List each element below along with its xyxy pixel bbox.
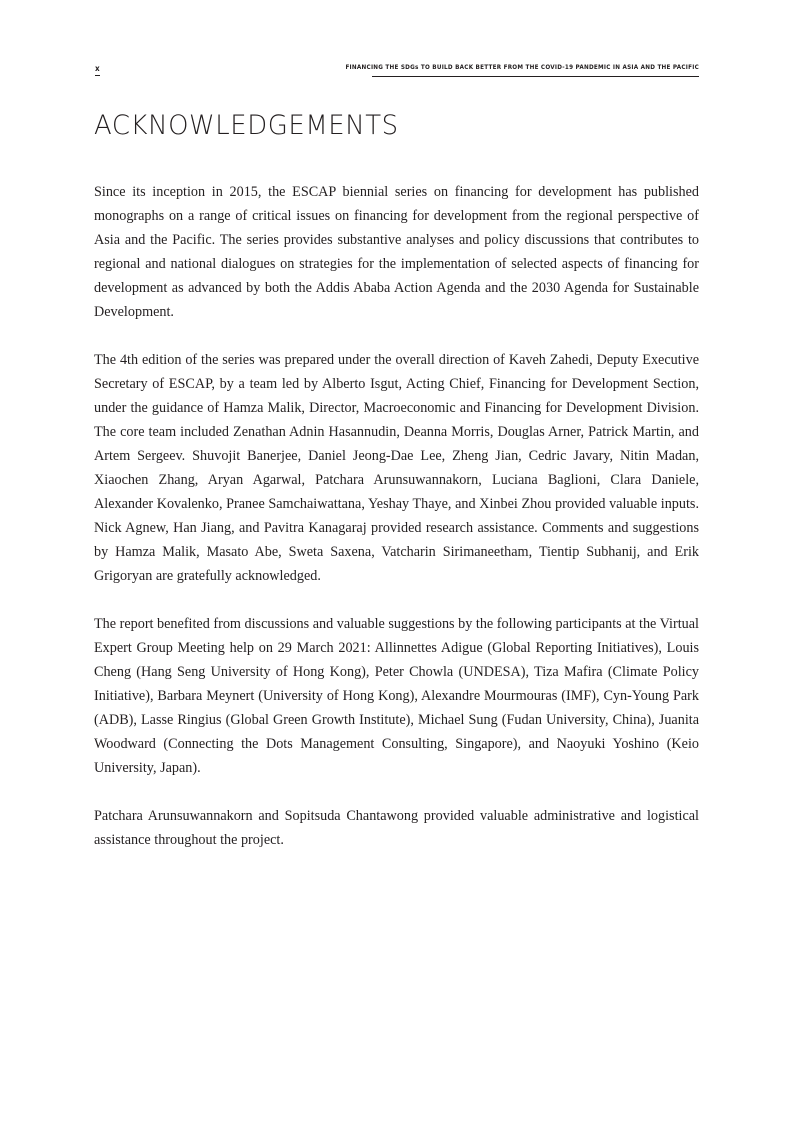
paragraph-participants: The report benefited from discussions and valuable suggestions by the following participants at the Virtual Expert Group Meeting help on 29 March 2021: Allinnettes Adigue (Global Reporting Initiatives), Louis Cheng (Hang Seng University of Hong Kong), Peter Chowla (UNDESA), Tiza Mafira (Climate Policy Initiative), Barbara Meynert (University of Hong Kong), Alexandre Mourmouras (IMF), Cyn-Young Park (ADB), Lasse Ringius (Global Green Growth Institute), Michael Sung (Fudan University, China), Juanita Woodward (Connecting the Dots Management Consulting, Singapore), and Naoyuki Yoshino (Keio University, Japan).: [94, 616, 699, 776]
running-header: FINANCING THE SDGs TO BUILD BACK BETTER FROM THE COVID-19 PANDEMIC IN ASIA AND THE PACIFIC: [345, 64, 699, 71]
paragraph-admin: Patchara Arunsuwannakorn and Sopitsuda Chantawong provided valuable administrative and logistical assistance throughout the project.: [94, 808, 699, 848]
paragraph-intro: Since its inception in 2015, the ESCAP biennial series on financing for development has published monographs on a range of critical issues on financing for development from the regional perspective of Asia and the Pacific. The series provides substantive analyses and policy discussions that contributes to regional and national dialogues on strategies for the implementation of selected aspects of financing for development as advanced by both the Addis Ababa Action Agenda and the 2030 Agenda for Sustainable Development.: [94, 184, 699, 320]
header-rule: [372, 76, 699, 77]
body-text: [94, 180, 699, 876]
page-number: x: [95, 64, 100, 76]
page-title: ACKNOWLEDGEMENTS: [94, 110, 399, 141]
paragraph-team: The 4th edition of the series was prepared under the overall direction of Kaveh Zahedi, Deputy Executive Secretary of ESCAP, by a team led by Alberto Isgut, Acting Chief, Financing for Development Section, under the guidance of Hamza Malik, Director, Macroeconomic and Financing for Development Division. The core team included Zenathan Adnin Hasannudin, Deanna Morris, Douglas Arner, Patrick Martin, and Artem Sergeev. Shuvojit Banerjee, Daniel Jeong-Dae Lee, Zheng Jian, Cedric Javary, Nitin Madan, Xiaochen Zhang, Aryan Agarwal, Patchara Arunsuwannakorn, Luciana Baglioni, Clara Daniele, Alexander Kovalenko, Pranee Samchaiwattana, Yeshay Thaye, and Xinbei Zhou provided valuable inputs. Nick Agnew, Han Jiang, and Pavitra Kanagaraj provided research assistance. Comments and suggestions by Hamza Malik, Masato Abe, Sweta Saxena, Vatcharin Sirimaneetham, Tientip Subhanij, and Erik Grigoryan are gratefully acknowledged.: [94, 352, 699, 584]
